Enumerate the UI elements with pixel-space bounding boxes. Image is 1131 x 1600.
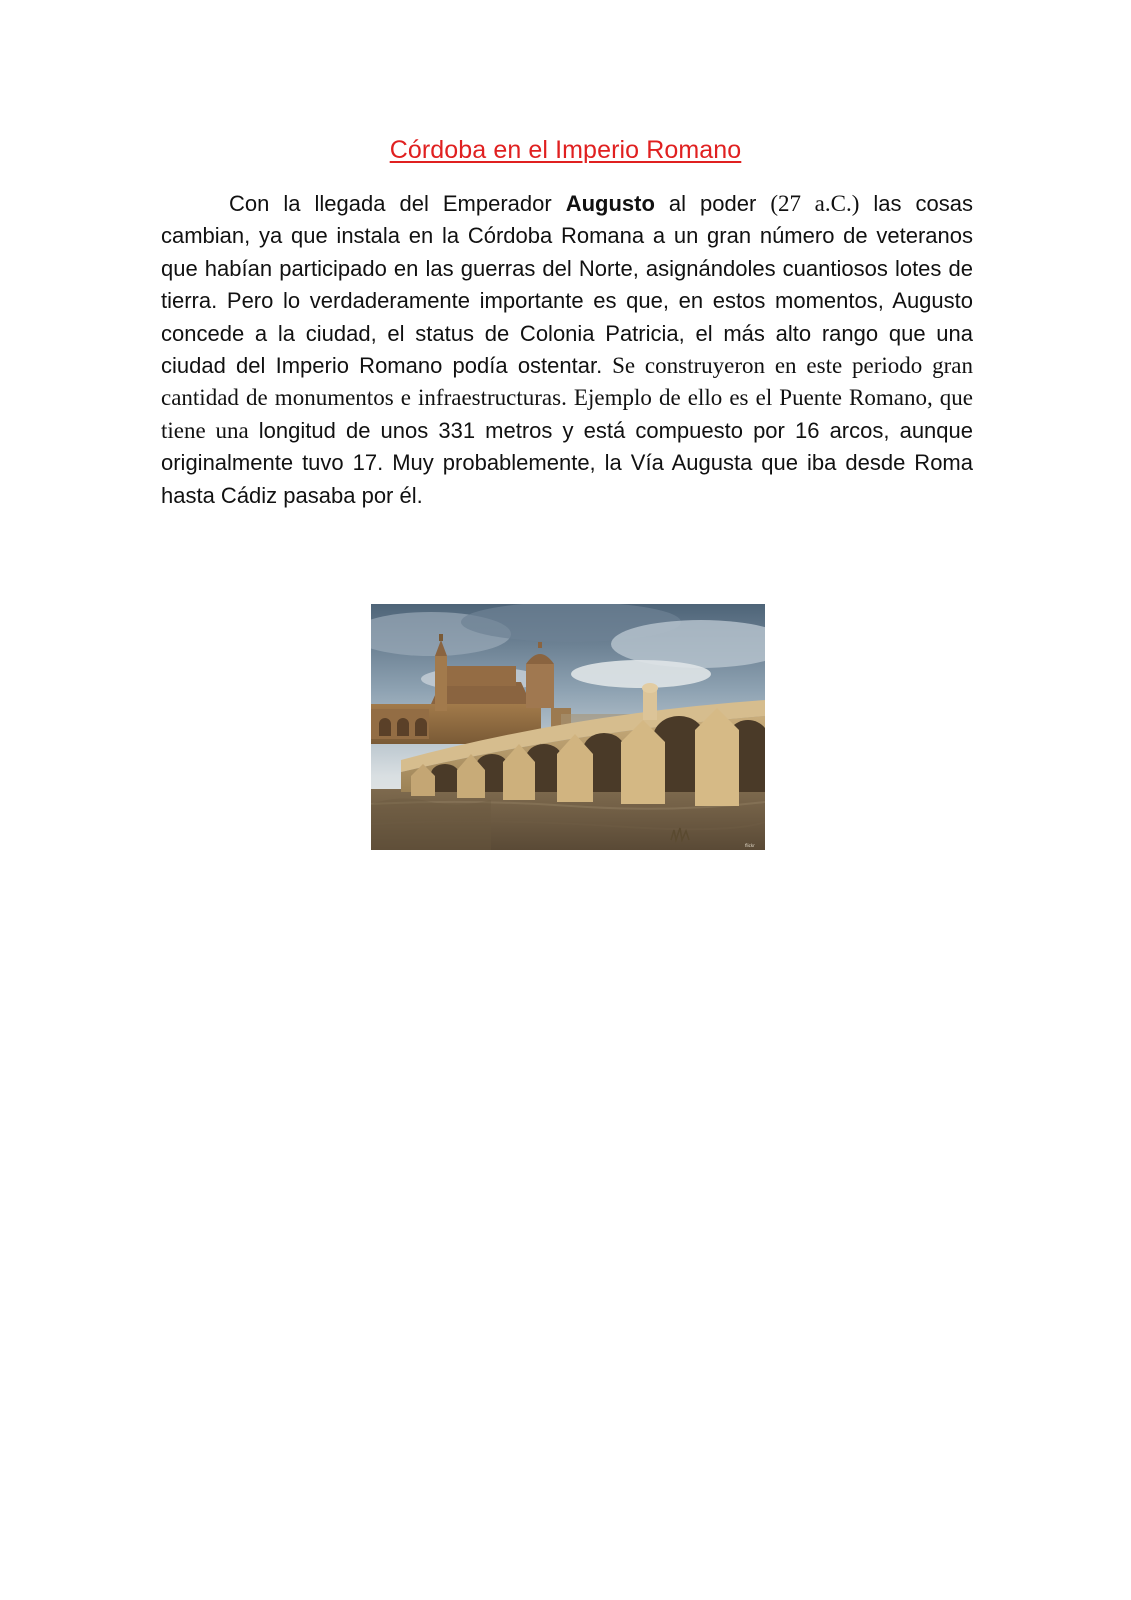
page-title: Córdoba en el Imperio Romano — [389, 136, 742, 164]
body-paragraph — [161, 188, 973, 512]
roman-bridge-photo — [371, 604, 765, 850]
photo-credit: flickr — [745, 843, 755, 848]
paragraph-text-2: al poder — [654, 191, 771, 216]
paragraph-text-4: longitud de unos 331 metros y está compuesto por 16 arcos, aunque originalmente tuvo 17. Muy probablemente, la Vía Augusta que iba desde Roma hasta Cádiz pasaba por él. — [161, 417, 974, 508]
paragraph-text-1: Con la llegada del Emperador — [229, 191, 566, 216]
paragraph-emperor-name: Augusto — [565, 191, 655, 216]
paragraph-text-serif: Se construyeron en este periodo gran cantidad de monumentos e infraestructuras. Ejemplo de ello es el Puente Romano, que tiene una — [161, 353, 973, 443]
paragraph-date: (27 a.C.) — [770, 191, 860, 216]
paragraph-text-3: las cosas cambian, ya que instala en la Córdoba Romana a un gran número de veteranos que habían participado en las guerras del Norte, asignándoles cuantiosos lotes de tierra. Pero lo verdaderamente importante es que, en estos momentos, Augusto concede a la ciudad, el status de Colonia Patricia, el más alto rango que una ciudad del Imperio Romano podía ostentar. — [161, 191, 973, 379]
